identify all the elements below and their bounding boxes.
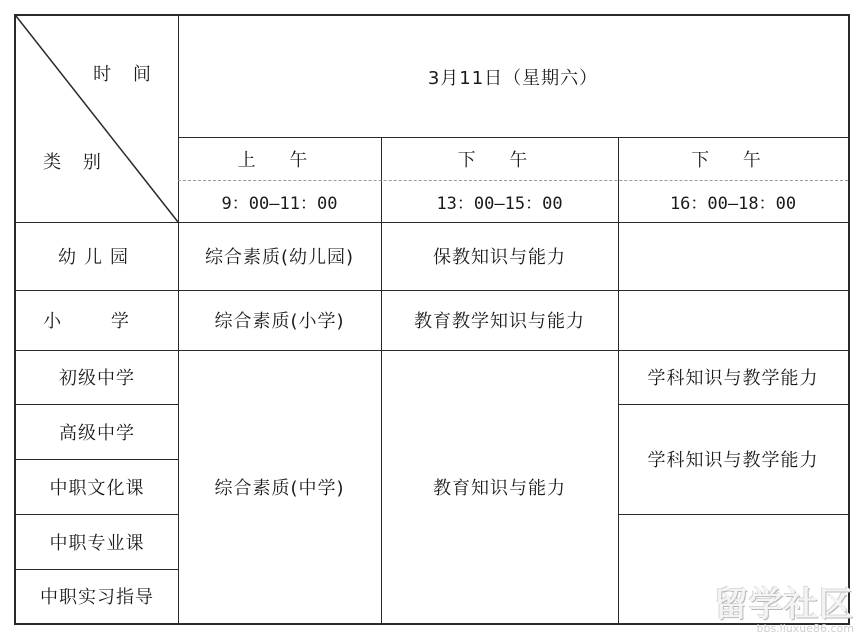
category-senior-middle: 高级中学: [59, 422, 135, 444]
subject-middle-2: 教育知识与能力: [433, 477, 566, 499]
category-kindergarten: 幼儿园: [58, 247, 136, 268]
session-2-time: 13：00—15：00: [436, 193, 563, 214]
subject-kindergarten-1: 综合素质(幼儿园): [204, 247, 355, 268]
site-watermark: [714, 577, 854, 635]
date-header: 3月11日（星期六）: [427, 67, 599, 89]
watermark-url: bbs.liuxue86.com: [756, 622, 854, 635]
category-vocational-culture: 中职文化课: [49, 477, 145, 499]
session-3-time: 16：00—18：00: [669, 193, 797, 214]
subject-junior-3: 学科知识与教学能力: [647, 368, 819, 389]
watermark-logo-text: 留学社区: [714, 585, 854, 625]
category-vocational-specialty: 中职专业课: [49, 532, 145, 554]
subject-kindergarten-2: 保教知识与能力: [433, 247, 566, 268]
category-primary: 小 学: [43, 311, 151, 332]
corner-time-label: 时 间: [93, 64, 159, 85]
session-2-period: 下 午: [457, 149, 542, 171]
subject-primary-2: 教育教学知识与能力: [414, 311, 585, 332]
exam-schedule-table: [14, 14, 850, 625]
category-junior-middle: 初级中学: [59, 368, 135, 389]
category-vocational-practice: 中职实习指导: [40, 587, 154, 608]
session-1-time: 9：00—11：00: [221, 193, 338, 214]
session-3-period: 下 午: [691, 149, 775, 171]
subject-senior-3: 学科知识与教学能力: [647, 450, 819, 471]
corner-category-label: 类 别: [43, 152, 109, 173]
session-1-period: 上 午: [237, 149, 322, 171]
subject-primary-1: 综合素质(小学): [214, 311, 345, 332]
corner-diagonal-line: [16, 16, 180, 224]
subject-middle-1: 综合素质(中学): [214, 477, 345, 499]
